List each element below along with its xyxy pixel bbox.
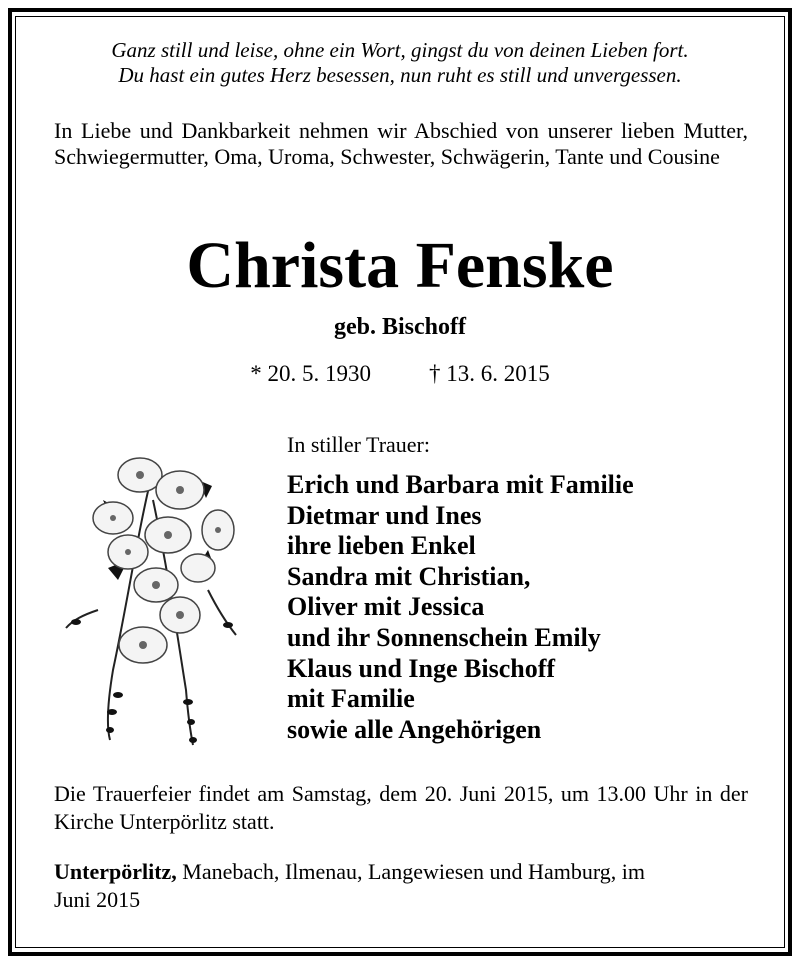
mourner-line: Sandra mit Christian, [287, 561, 531, 591]
mourner-line: sowie alle Angehörigen [287, 714, 542, 744]
mourning-label: In stiller Trauer: [287, 432, 430, 457]
place-date [54, 858, 674, 914]
mourner-line: und ihr Sonnenschein Emily [287, 622, 601, 652]
place-rest: Manebach, Ilmenau, Langewiesen und Hamburg, im Juni 2015 [54, 859, 645, 912]
deceased-name: Christa Fenske [186, 229, 614, 302]
motto-line-1: Ganz still und leise, ohne ein Wort, gingst du von deinen Lieben fort. [111, 38, 689, 62]
death-date: † 13. 6. 2015 [429, 361, 550, 386]
flower-bouquet-icon [58, 440, 248, 760]
mourners-list [287, 470, 634, 745]
service-info: Die Trauerfeier findet am Samstag, dem 20. Juni 2015, um 13.00 Uhr in der Kirche Unterpörlitz statt. [54, 781, 748, 834]
birth-date: * 20. 5. 1930 [250, 361, 371, 386]
mourner-line: ihre lieben Enkel [287, 531, 476, 561]
intro-text: In Liebe und Dankbarkeit nehmen wir Abschied von unserer lieben Mutter, Schwiegermutter, Oma, Uroma, Schwester, Schwägerin, Tante und Cousine [54, 118, 748, 169]
mourner-line: mit Familie [287, 684, 415, 714]
mourner-line: Erich und Barbara mit Familie [287, 470, 634, 499]
mourner-line: Dietmar und Ines [287, 500, 482, 530]
place-lead: Unterpörlitz, [54, 859, 177, 884]
mourner-line: Oliver mit Jessica [287, 592, 485, 622]
mourner-line: Klaus und Inge Bischoff [287, 653, 556, 683]
birth-name: geb. Bischoff [334, 314, 466, 340]
life-dates [0, 360, 800, 388]
motto-line-2: Du hast ein gutes Herz besessen, nun ruht es still und unvergessen. [118, 63, 682, 87]
